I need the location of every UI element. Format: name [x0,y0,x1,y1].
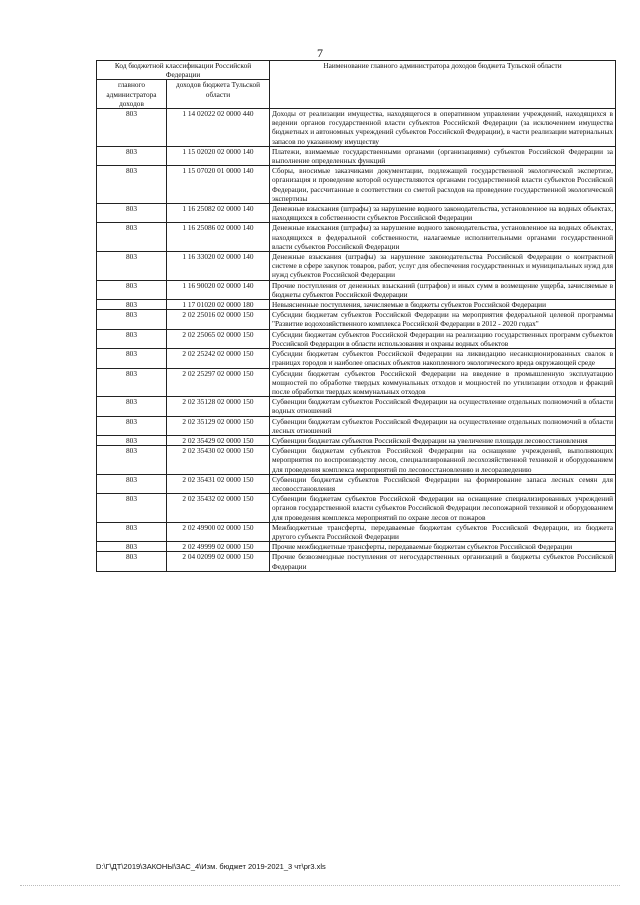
table-body [97,109,616,572]
table-row [97,329,616,348]
income-name-cell: Субсидии бюджетам субъектов Российской Федерации на введение в промышленную эксплуатацию мощностей по обработке твердых коммунальных отходов и мощностей по утилизации отходов и фракций после обработки твердых коммунальных отходов [270,368,616,397]
table-row [97,300,616,310]
administrator-code-cell: 803 [97,300,167,310]
income-name-cell: Субвенции бюджетам субъектов Российской Федерации на оснащение специализированных учреждений органов государственной власти субъектов Российской Федерации лесопожарной техникой и оборудованием для проведения комплекса мероприятий по охране лесов от пожаров [270,494,616,523]
income-code-cell: 2 02 49999 02 0000 150 [167,542,270,552]
administrator-code-cell: 803 [97,435,167,445]
income-name-cell: Невыясненные поступления, зачисляемые в бюджеты субъектов Российской Федерации [270,300,616,310]
table-row [97,446,616,475]
table-row [97,310,616,329]
income-name-cell: Субвенции бюджетам субъектов Российской Федерации на оснащение учреждений, выполняющих мероприятия по воспроизводству лесов, специализированной лесохозяйственной техникой и оборудованием для проведения комплекса мероприятий по лесовосстановлению и лесоразведению [270,446,616,475]
income-code-cell: 2 02 35431 02 0000 150 [167,474,270,493]
file-path-footer: D:\Г\ДТ\2019\ЗАКОНЫ\ЗАС_4\Изм. бюджет 2019-2021_3 чт\pr3.xls [96,862,326,871]
table-row [97,552,616,571]
income-code-cell: 1 16 33020 02 0000 140 [167,252,270,281]
income-code-cell: 2 02 25065 02 0000 150 [167,329,270,348]
income-code-cell: 1 15 02020 02 0000 140 [167,146,270,165]
income-name-cell: Прочие поступления от денежных взысканий (штрафов) и иных сумм в возмещение ущерба, зачисляемые в бюджеты субъектов Российской Федерации [270,280,616,299]
table-row [97,542,616,552]
income-name-cell: Субсидии бюджетам субъектов Российской Федерации на мероприятия федеральной целевой программы "Развитие водохозяйственного комплекса Российской Федерации в 2012 - 2020 годах" [270,310,616,329]
table-row [97,204,616,223]
income-code-cell: 2 02 49900 02 0000 150 [167,522,270,541]
income-name-cell: Субвенции бюджетам субъектов Российской Федерации на формирование запаса лесных семян для лесовосстановления [270,474,616,493]
header-classification-code: Код бюджетной классификации Российской Федерации [97,61,270,80]
administrator-code-cell: 803 [97,494,167,523]
table-row [97,435,616,445]
administrator-code-cell: 803 [97,146,167,165]
income-code-cell: 2 02 35430 02 0000 150 [167,446,270,475]
administrator-code-cell: 803 [97,416,167,435]
administrator-code-cell: 803 [97,223,167,252]
income-name-cell: Денежные взыскания (штрафы) за нарушение водного законодательства, установленное на водных объектах, находящихся в собственности субъектов Российской Федерации [270,204,616,223]
income-name-cell: Субсидии бюджетам субъектов Российской Федерации на ликвидацию несанкционированных свалок в границах городов и наиболее опасных объектов накопленного экологического вреда окружающей среде [270,349,616,368]
administrator-code-cell: 803 [97,474,167,493]
administrator-code-cell: 803 [97,446,167,475]
income-code-cell: 1 16 25082 02 0000 140 [167,204,270,223]
table-row [97,397,616,416]
administrator-code-cell: 803 [97,397,167,416]
administrator-code-cell: 803 [97,368,167,397]
income-code-cell: 1 16 90020 02 0000 140 [167,280,270,299]
income-code-cell: 2 02 35129 02 0000 150 [167,416,270,435]
table-row [97,494,616,523]
table-row [97,522,616,541]
income-code-cell: 2 02 25016 02 0000 150 [167,310,270,329]
table-row [97,252,616,281]
table-row [97,166,616,204]
income-code-cell: 2 02 25242 02 0000 150 [167,349,270,368]
income-code-cell: 2 02 25297 02 0000 150 [167,368,270,397]
income-name-cell: Денежные взыскания (штрафы) за нарушение законодательства Российской Федерации о контрактной системе в сфере закупок товаров, работ, услуг для обеспечения государственных и муниципальных нужд для нужд субъектов Российской Федерации [270,252,616,281]
administrator-code-cell: 803 [97,310,167,329]
table-row [97,368,616,397]
income-name-cell: Платежи, взимаемые государственными органами (организациями) субъектов Российской Федерации за выполнение определенных функций [270,146,616,165]
administrator-code-cell: 803 [97,204,167,223]
administrator-code-cell: 803 [97,166,167,204]
administrator-code-cell: 803 [97,542,167,552]
income-name-cell: Сборы, вносимые заказчиками документации, подлежащей государственной экологической экспертизе, организация и проведение которой осуществляются органами государственной власти субъектов Российской Федерации, рассчитанные в соответствии со сметой расходов на проведение государственной экологической экспертизы [270,166,616,204]
administrator-code-cell: 803 [97,552,167,571]
income-code-cell: 2 02 35429 02 0000 150 [167,435,270,445]
income-code-cell: 1 14 02022 02 0000 440 [167,109,270,147]
table-row [97,349,616,368]
income-name-cell: Субвенции бюджетам субъектов Российской Федерации на осуществление отдельных полномочий в области лесных отношений [270,416,616,435]
bottom-divider [20,885,620,886]
table-row [97,280,616,299]
header-budget-income: доходов бюджета Тульской области [167,80,270,109]
income-name-cell: Субвенции бюджетам субъектов Российской Федерации на осуществление отдельных полномочий в области водных отношений [270,397,616,416]
table-row [97,146,616,165]
income-name-cell: Субвенции бюджетам субъектов Российской Федерации на увеличение площади лесовосстановления [270,435,616,445]
income-code-cell: 2 02 35432 02 0000 150 [167,494,270,523]
income-code-cell: 2 02 35128 02 0000 150 [167,397,270,416]
income-code-cell: 1 16 25086 02 0000 140 [167,223,270,252]
administrator-code-cell: 803 [97,280,167,299]
income-name-cell: Денежные взыскания (штрафы) за нарушение водного законодательства, установленное на водных объектах, находящихся в федеральной собственности, налагаемые исполнительными органами государственной власти субъектов Российской Федерации [270,223,616,252]
administrator-code-cell: 803 [97,252,167,281]
income-name-cell: Прочие безвозмездные поступления от негосударственных организаций в бюджеты субъектов Российской Федерации [270,552,616,571]
administrator-code-cell: 803 [97,522,167,541]
income-name-cell: Межбюджетные трансферты, передаваемые бюджетам субъектов Российской Федерации, из бюджета другого субъекта Российской Федерации [270,522,616,541]
header-administrator-name: Наименование главного администратора доходов бюджета Тульской области [270,61,616,109]
header-main-administrator: главного администратора доходов [97,80,167,109]
income-code-cell: 1 15 07020 01 0000 140 [167,166,270,204]
administrator-code-cell: 803 [97,349,167,368]
table-row [97,223,616,252]
table-row [97,109,616,147]
administrator-code-cell: 803 [97,109,167,147]
income-name-cell: Субсидии бюджетам субъектов Российской Федерации на реализацию государственных программ субъектов Российской Федерации в области использования и охраны водных объектов [270,329,616,348]
income-code-cell: 2 04 02099 02 0000 150 [167,552,270,571]
income-name-cell: Доходы от реализации имущества, находящегося в оперативном управлении учреждений, находящихся в ведении органов государственной власти субъектов Российской Федерации (за исключением имущества бюджетных и автономных учреждений субъектов Российской Федерации), в части реализации материальных запасов по указанному имуществу [270,109,616,147]
income-name-cell: Прочие межбюджетные трансферты, передаваемые бюджетам субъектов Российской Федерации [270,542,616,552]
page-number: 7 [317,46,323,60]
table-row [97,474,616,493]
table-row [97,416,616,435]
income-code-cell: 1 17 01020 02 0000 180 [167,300,270,310]
administrator-code-cell: 803 [97,329,167,348]
budget-classification-table [96,60,616,572]
